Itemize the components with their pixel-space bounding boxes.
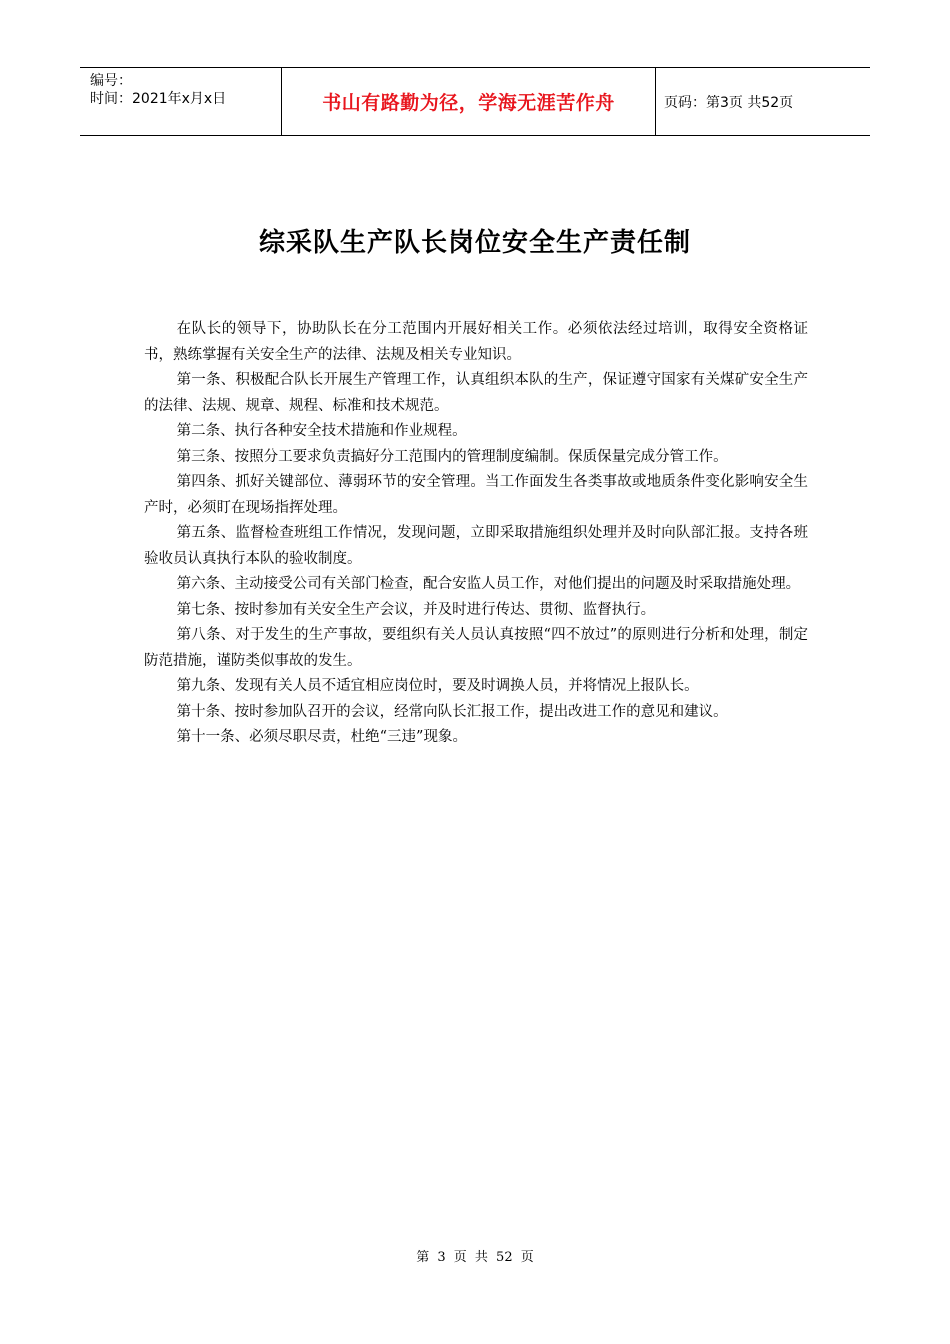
- paragraph: 第八条、对于发生的生产事故，要组织有关人员认真按照“四不放过”的原则进行分析和处理，制定防范措施，谨防类似事故的发生。: [144, 627, 808, 669]
- paragraph: 第五条、监督检查班组工作情况，发现问题，立即采取措施组织处理并及时向队部汇报。支持各班验收员认真执行本队的验收制度。: [144, 525, 808, 567]
- page-footer: 第 3 页 共 52 页: [416, 1250, 534, 1265]
- paragraph: 第四条、抓好关键部位、薄弱环节的安全管理。当工作面发生各类事故或地质条件变化影响安全生产时，必须盯在现场指挥处理。: [144, 474, 808, 516]
- header-meta: [80, 68, 282, 135]
- document-code-label: 编号：: [90, 73, 132, 89]
- header-page-info: 页码：第3页 共52页: [664, 94, 794, 111]
- paragraph: 第三条、按照分工要求负责搞好分工范围内的管理制度编制。保质保量完成分管工作。: [176, 448, 728, 465]
- paragraph: 第一条、积极配合队长开展生产管理工作，认真组织本队的生产，保证遵守国家有关煤矿安全生产的法律、法规、规章、规程、标准和技术规范。: [144, 372, 808, 414]
- paragraph: 第六条、主动接受公司有关部门检查，配合安监人员工作，对他们提出的问题及时采取措施处理。: [176, 576, 801, 592]
- document-date: 时间：2021年x月x日: [90, 91, 227, 107]
- header-motto: 书山有路勤为径，学海无涯苦作舟: [282, 68, 656, 135]
- paragraph: 在队长的领导下，协助队长在分工范围内开展好相关工作。必须依法经过培训，取得安全资格证书，熟练掌握有关安全生产的法律、法规及相关专业知识。: [144, 321, 808, 363]
- paragraph: 第十条、按时参加队召开的会议，经常向队长汇报工作，提出改进工作的意见和建议。: [176, 703, 728, 720]
- paragraph: 第九条、发现有关人员不适宜相应岗位时，要及时调换人员，并将情况上报队长。: [176, 678, 699, 694]
- paragraph: 第十一条、必须尽职尽责，杜绝“三违”现象。: [176, 729, 467, 745]
- document-body: [144, 317, 808, 751]
- paragraph: 第七条、按时参加有关安全生产会议，并及时进行传达、贯彻、监督执行。: [176, 601, 656, 618]
- paragraph: 第二条、执行各种安全技术措施和作业规程。: [176, 423, 467, 439]
- page-header: [80, 67, 870, 136]
- document-title: 综采队生产队长岗位安全生产责任制: [258, 228, 691, 258]
